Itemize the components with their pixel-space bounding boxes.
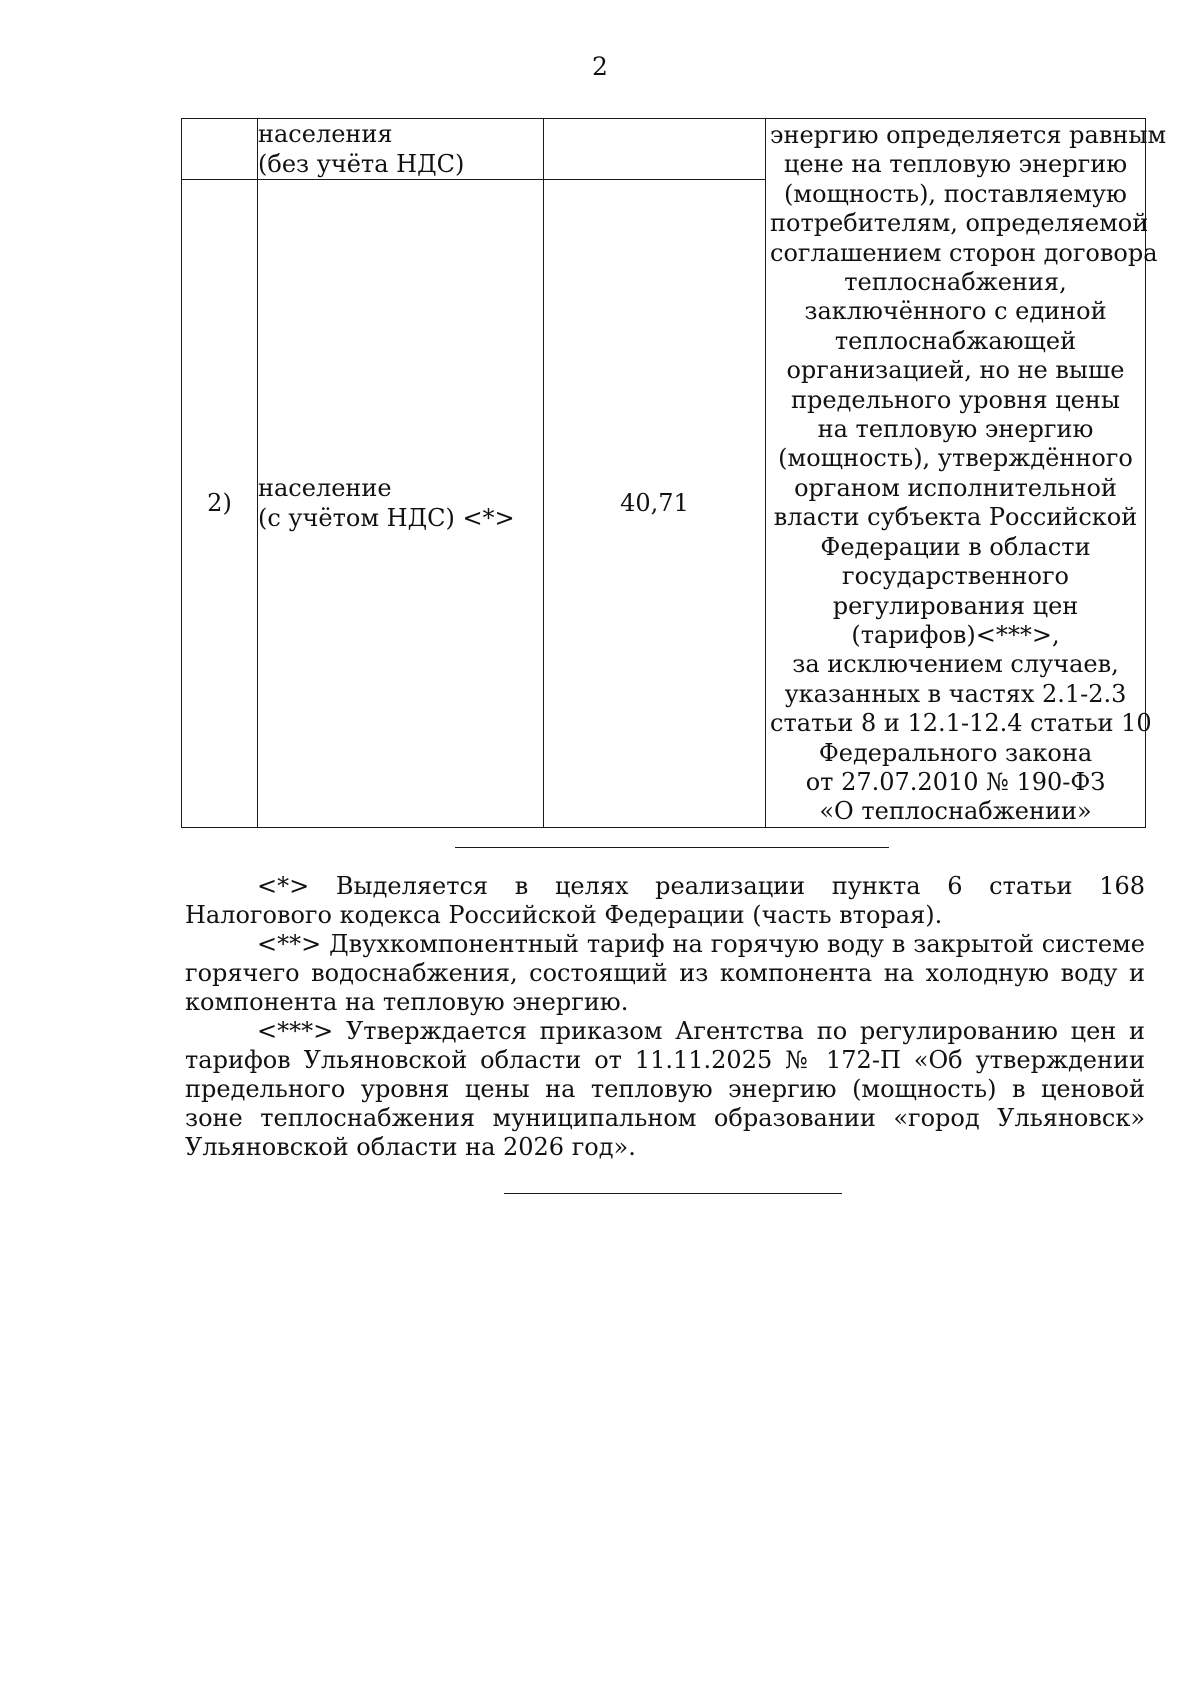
table-row bbox=[182, 119, 1146, 180]
category-line: население bbox=[258, 474, 392, 503]
separator-line bbox=[455, 847, 889, 848]
note-line: «О теплоснабжении» bbox=[819, 797, 1092, 826]
note-line: государственного bbox=[842, 562, 1069, 591]
note-line: (тарифов)<***>, bbox=[851, 620, 1060, 649]
footnote-2: <**> Двухкомпонентный тариф на горячую воду в закрытой системе горячего водоснабжения, состоящий из компонента на холодную воду и компонента на тепловую энергию. bbox=[185, 930, 1145, 1016]
note-line: власти субъекта Российской bbox=[773, 503, 1138, 532]
category-line: (без учёта НДС) bbox=[258, 150, 465, 178]
note-cell bbox=[766, 119, 1167, 828]
note-line: указанных в частях 2.1-2.3 bbox=[784, 679, 1127, 708]
note-line: энергию определяется равным bbox=[770, 121, 1167, 149]
category-line: населения bbox=[258, 120, 393, 148]
note-line: Федерального закона bbox=[818, 738, 1093, 767]
category-line: (с учётом НДС) <*> bbox=[258, 504, 515, 533]
note-line: регулирования цен bbox=[832, 591, 1079, 620]
note-line: Федерации в области bbox=[820, 532, 1091, 561]
footnotes bbox=[185, 872, 1145, 1162]
page-number: 2 bbox=[592, 52, 608, 81]
note-line: цене на тепловую энергию bbox=[783, 150, 1128, 179]
note-line: организацией, но не выше bbox=[786, 356, 1125, 385]
note-line: (мощность), утверждённого bbox=[778, 444, 1133, 473]
note-line: соглашением сторон договора bbox=[770, 238, 1158, 267]
note-line: потребителям, определяемой bbox=[770, 209, 1149, 238]
row-number-cell: 2) bbox=[182, 180, 258, 828]
note-line: предельного уровня цены bbox=[791, 385, 1120, 414]
note-line: на тепловую энергию bbox=[817, 415, 1094, 444]
note-line: от 27.07.2010 № 190-ФЗ bbox=[805, 767, 1106, 796]
note-line: за исключением случаев, bbox=[792, 650, 1119, 679]
note-line: (мощность), поставляемую bbox=[784, 179, 1127, 208]
row-number-cell bbox=[182, 119, 258, 180]
tariff-value-cell: 40,71 bbox=[544, 180, 766, 828]
note-line: органом исполнительной bbox=[794, 473, 1117, 502]
separator-line bbox=[504, 1193, 842, 1194]
footnote-3: <***> Утверждается приказом Агентства по регулированию цен и тарифов Ульяновской области от 11.11.2025 № 172-П «Об утверждении предельного уровня цены на тепловую энергию (мощность) в ценовой зоне теплоснабжения муниципальном образовании «город Ульяновск» Ульяновской области на 2026 год». bbox=[185, 1017, 1145, 1161]
tariff-table bbox=[181, 118, 1167, 828]
note-line: статьи 8 и 12.1-12.4 статьи 10 bbox=[770, 709, 1152, 738]
consumer-category-cell bbox=[258, 119, 544, 180]
footnote-1: <*> Выделяется в целях реализации пункта 6 статьи 168 Налогового кодекса Российской Федерации (часть вторая). bbox=[185, 872, 1145, 929]
consumer-category-cell bbox=[258, 180, 544, 828]
note-line: заключённого с единой bbox=[804, 297, 1107, 326]
tariff-value-cell bbox=[544, 119, 766, 180]
note-line: теплоснабжения, bbox=[844, 268, 1067, 297]
note-line: теплоснабжающей bbox=[834, 326, 1077, 355]
